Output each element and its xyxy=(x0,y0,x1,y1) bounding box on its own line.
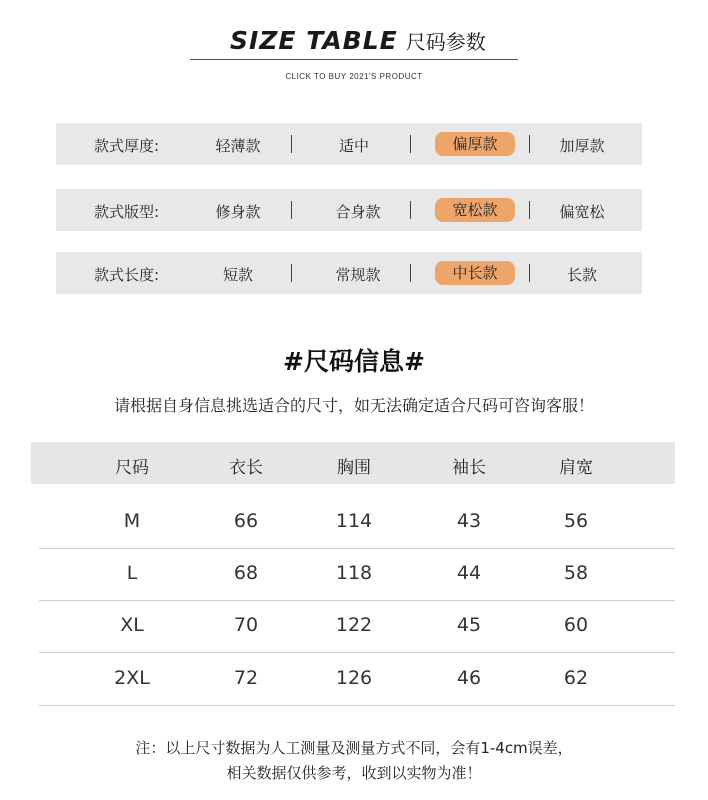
style-fit-row xyxy=(56,189,642,231)
table-row xyxy=(39,600,675,653)
option-mid-length-selected[interactable]: 中长款 xyxy=(435,261,515,285)
cell-length: 66 xyxy=(233,510,259,532)
header-shoulder: 肩宽 xyxy=(559,458,593,478)
option-short[interactable]: 短款 xyxy=(222,266,253,284)
header-size: 尺码 xyxy=(115,458,149,478)
style-length-row xyxy=(56,252,642,294)
option-extra-thick[interactable]: 加厚款 xyxy=(559,137,605,155)
option-thick-selected[interactable]: 偏厚款 xyxy=(435,132,515,156)
option-row-label: 款式长度: xyxy=(94,266,160,284)
cell-shoulder: 62 xyxy=(563,667,589,689)
separator xyxy=(410,201,411,219)
cell-shoulder: 60 xyxy=(563,614,589,636)
separator xyxy=(529,264,530,282)
cell-shoulder: 56 xyxy=(563,510,589,532)
size-info-description: 请根据自身信息挑选适合的尺寸，如无法确定适合尺码可咨询客服！ xyxy=(113,396,594,415)
header-sleeve: 袖长 xyxy=(452,458,486,478)
cell-sleeve: 43 xyxy=(456,510,482,532)
option-relaxed[interactable]: 偏宽松 xyxy=(559,203,605,221)
subtitle: CLICK TO BUY 2021'S PRODUCT xyxy=(285,72,423,81)
cell-chest: 126 xyxy=(335,667,373,689)
option-row-label: 款式厚度: xyxy=(94,137,160,155)
cell-size: 2XL xyxy=(114,667,150,689)
title-divider xyxy=(190,59,518,60)
cell-chest: 114 xyxy=(335,510,373,532)
option-regular-fit[interactable]: 合身款 xyxy=(335,203,381,221)
size-table xyxy=(31,442,675,689)
cell-length: 70 xyxy=(233,614,259,636)
option-slim[interactable]: 修身款 xyxy=(215,203,261,221)
cell-length: 72 xyxy=(233,667,259,689)
separator xyxy=(529,201,530,219)
style-thickness-row xyxy=(56,123,642,165)
cell-sleeve: 45 xyxy=(456,614,482,636)
separator xyxy=(291,264,292,282)
cell-size: XL xyxy=(120,614,144,636)
option-row-label: 款式版型: xyxy=(94,203,160,221)
size-info-title: #尺码信息# xyxy=(283,347,425,376)
table-row xyxy=(39,548,675,601)
option-light[interactable]: 轻薄款 xyxy=(215,137,261,155)
size-table-title xyxy=(230,26,486,55)
header-length: 衣长 xyxy=(229,458,263,478)
cell-shoulder: 58 xyxy=(563,562,589,584)
separator xyxy=(410,135,411,153)
separator xyxy=(529,135,530,153)
cell-size: M xyxy=(123,510,141,532)
option-long[interactable]: 长款 xyxy=(566,266,597,284)
option-medium[interactable]: 适中 xyxy=(338,137,369,155)
separator xyxy=(291,135,292,153)
separator xyxy=(291,201,292,219)
cell-length: 68 xyxy=(233,562,259,584)
header-chest: 胸围 xyxy=(337,458,371,478)
cell-sleeve: 46 xyxy=(456,667,482,689)
measurement-note-line1: 注：以上尺寸数据为人工测量及测量方式不同，会有1-4cm误差， xyxy=(135,739,573,757)
cell-chest: 122 xyxy=(335,614,373,636)
cell-sleeve: 44 xyxy=(456,562,482,584)
table-row xyxy=(39,496,675,549)
cell-size: L xyxy=(126,562,138,584)
separator xyxy=(410,264,411,282)
title-english: SIZE TABLE xyxy=(230,26,398,55)
table-header xyxy=(31,442,675,484)
option-loose-selected[interactable]: 宽松款 xyxy=(435,198,515,222)
option-regular-length[interactable]: 常规款 xyxy=(335,266,381,284)
title-chinese: 尺码参数 xyxy=(405,30,486,54)
measurement-note-line2: 相关数据仅供参考，收到以实物为准！ xyxy=(226,764,482,782)
table-row xyxy=(39,653,675,706)
cell-chest: 118 xyxy=(335,562,373,584)
